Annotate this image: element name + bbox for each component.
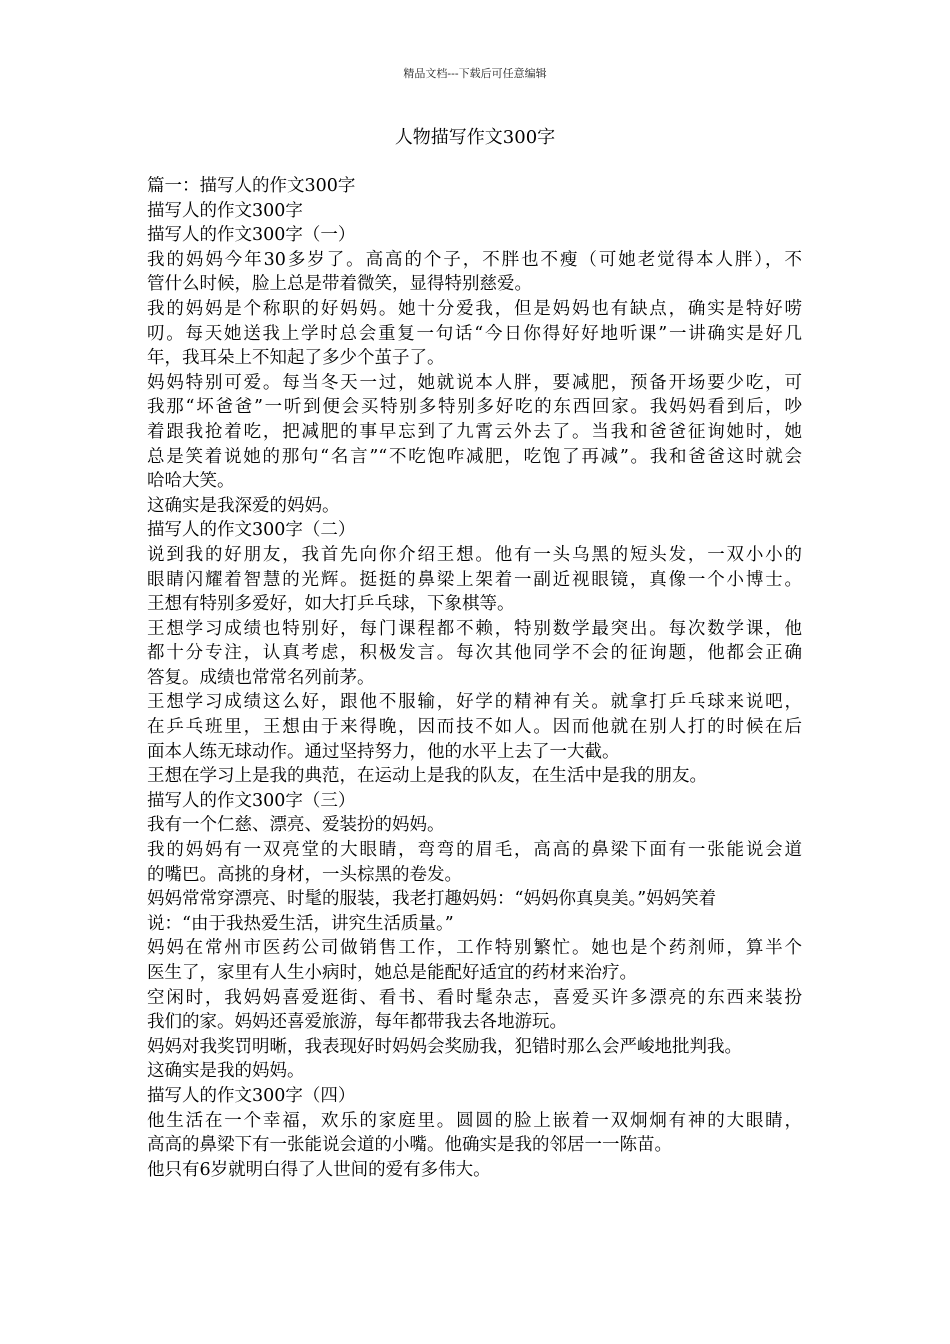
text-line: 描写人的作文300字（四）	[147, 1085, 356, 1106]
text-line: 答复。成绩也常常名列前茅。	[147, 667, 375, 688]
text-line: 这确实是我的妈妈。	[147, 1061, 305, 1082]
text-line: 王想学习成绩也特别好，每门课程都不赖，特别数学最突出。每次数学课，他	[147, 618, 802, 639]
text-line: 我那“坏爸爸”一听到便会买特别多特别多好吃的东西回家。我妈妈看到后，吵	[147, 397, 802, 418]
text-line: 着跟我抢着吃，把减肥的事早忘到了九霄云外去了。当我和爸爸征询她时，她	[147, 421, 802, 442]
text-line: 眼睛闪耀着智慧的光辉。挺挺的鼻梁上架着一副近视眼镜，真像一个小博士。	[147, 569, 802, 590]
text-line: 在乒乓班里，王想由于来得晚，因而技不如人。因而他就在别人打的时候在后	[147, 717, 802, 738]
text-line: 我的妈妈今年30多岁了。高高的个子，不胖也不瘦（可她老觉得本人胖），不	[147, 249, 802, 270]
text-line: 王想有特别多爱好，如大打乒乓球，下象棋等。	[147, 594, 515, 615]
text-line: 妈妈常常穿漂亮、时髦的服装，我老打趣妈妈：“妈妈你真臭美。”妈妈笑着	[147, 889, 717, 910]
text-line: 篇一：描写人的作文300字	[147, 176, 356, 196]
text-line: 妈妈对我奖罚明晰，我表现好时妈妈会奖励我，犯错时那么会严峻地批判我。	[147, 1036, 742, 1057]
text-line: 管什么时候，脸上总是带着微笑，显得特别慈爱。	[147, 274, 532, 295]
text-line: 王想在学习上是我的典范，在运动上是我的队友，在生活中是我的朋友。	[147, 766, 707, 787]
text-line: 空闲时，我妈妈喜爱逛街、看书、看时髦杂志，喜爱买许多漂亮的东西来装扮	[147, 987, 802, 1008]
text-line: 说：“由于我热爱生活，讲究生活质量。”	[147, 913, 454, 934]
text-line: 面本人练无球动作。通过坚持努力，他的水平上去了一大截。	[147, 741, 620, 762]
text-line: 总是笑着说她的那句“名言”“不吃饱咋减肥，吃饱了再减”。我和爸爸这时就会	[147, 446, 802, 467]
text-line: 这确实是我深爱的妈妈。	[147, 495, 340, 516]
page-header-note: 精品文档---下载后可任意编辑	[403, 67, 547, 80]
text-line: 他生活在一个幸福，欢乐的家庭里。圆圆的脸上嵌着一双炯炯有神的大眼睛，	[147, 1110, 802, 1131]
text-line: 高高的鼻梁下有一张能说会道的小嘴。他确实是我的邻居一一陈苗。	[147, 1135, 672, 1156]
text-line: 我们的家。妈妈还喜爱旅游，每年都带我去各地游玩。	[147, 1012, 567, 1033]
document-body	[147, 174, 802, 1182]
text-line: 都十分专注，认真考虑，积极发言。每次其他同学不会的征询题，他都会正确	[147, 643, 802, 664]
text-line: 妈妈特别可爱。每当冬天一过，她就说本人胖，要减肥，预备开场要少吃，可	[147, 372, 802, 393]
text-line: 哈哈大笑。	[147, 471, 235, 492]
text-line: 描写人的作文300字（二）	[147, 520, 356, 541]
text-line: 我的妈妈有一双亮堂的大眼睛，弯弯的眉毛，高高的鼻梁下面有一张能说会道	[147, 840, 802, 861]
text-line: 我有一个仁慈、漂亮、爱装扮的妈妈。	[147, 815, 445, 836]
text-line: 说到我的好朋友，我首先向你介绍王想。他有一头乌黑的短头发，一双小小的	[147, 544, 802, 565]
text-line: 王想学习成绩这么好，跟他不服输，好学的精神有关。就拿打乒乓球来说吧，	[147, 692, 802, 713]
text-line: 描写人的作文300字	[147, 200, 303, 221]
text-line: 妈妈在常州市医药公司做销售工作，工作特别繁忙。她也是个药剂师，算半个	[147, 938, 802, 959]
document-title: 人物描写作文300字	[394, 127, 556, 148]
text-line: 叨。每天她送我上学时总会重复一句话“今日你得好好地听课”一讲确实是好几	[147, 323, 802, 344]
text-line: 医生了，家里有人生小病时，她总是能配好适宜的药材来治疗。	[147, 963, 637, 983]
text-line: 描写人的作文300字（一）	[147, 225, 356, 246]
text-line: 我的妈妈是个称职的好妈妈。她十分爱我，但是妈妈也有缺点，确实是特好唠	[147, 298, 802, 319]
text-line: 描写人的作文300字（三）	[147, 790, 356, 811]
text-line: 他只有6岁就明白得了人世间的爱有多伟大。	[147, 1159, 491, 1180]
text-line: 年，我耳朵上不知起了多少个茧子了。	[147, 348, 445, 369]
text-line: 的嘴巴。高挑的身材，一头棕黑的卷发。	[147, 864, 462, 885]
